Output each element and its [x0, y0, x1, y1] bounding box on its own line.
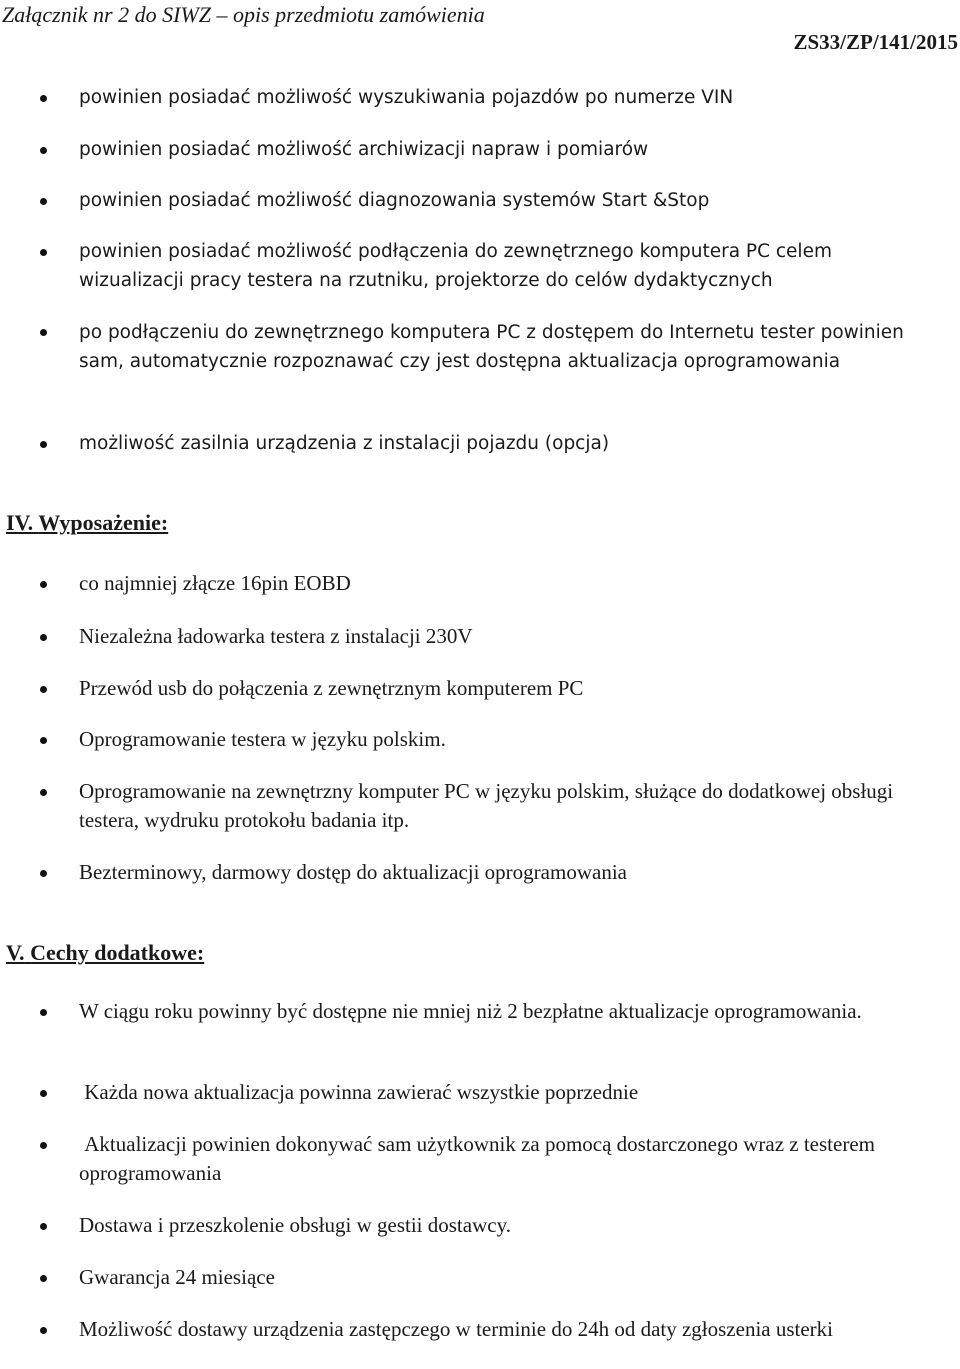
list-item: Gwarancja 24 miesiące: [79, 1265, 275, 1289]
list-item: Każda nowa aktualizacja powinna zawierać wszystkie poprzednie: [79, 1080, 639, 1104]
list-item: Możliwość dostawy urządzenia zastępczego w terminie do 24h od daty zgłoszenia usterki: [79, 1317, 834, 1341]
section-number: V.: [6, 940, 25, 965]
bullet: [40, 870, 47, 877]
list-item: co najmniej złącze 16pin EOBD: [79, 571, 351, 595]
bullet: [40, 1275, 47, 1282]
bullet: [40, 789, 47, 796]
bullet: [40, 1009, 47, 1016]
section-title: Wyposażenie:: [38, 510, 169, 535]
bullet: [40, 1090, 47, 1097]
list-item: Oprogramowanie testera w języku polskim.: [79, 727, 446, 751]
section-heading: [6, 940, 204, 966]
section-title: Cechy dodatkowe:: [30, 940, 205, 965]
list-item: W ciągu roku powinny być dostępne nie mniej niż 2 bezpłatne aktualizacje oprogramowania.: [79, 999, 862, 1023]
list-item: powinien posiadać możliwość archiwizacji napraw i pomiarów: [79, 139, 649, 160]
bullet: [40, 329, 47, 336]
list-item: powinien posiadać możliwość podłączenia do zewnętrznego komputera PC celem wizualizacji pracy testera na rzutniku, projektorze do celów dydaktycznych: [79, 241, 832, 291]
list-item: Przewód usb do połączenia z zewnętrznym komputerem PC: [79, 676, 584, 700]
list-item: powinien posiadać możliwość wyszukiwania pojazdów po numerze VIN: [79, 87, 734, 108]
section-heading: [6, 510, 168, 536]
bullet: [40, 1327, 47, 1334]
document-header-title: Załącznik nr 2 do SIWZ – opis przedmiotu zamówienia: [2, 2, 485, 27]
bullet: [40, 95, 47, 102]
list-item: po podłączeniu do zewnętrznego komputera PC z dostępem do Internetu tester powinien sam, automatycznie rozpoznawać czy jest dostępna aktualizacja oprogramowania: [79, 322, 904, 372]
bullet: [40, 1223, 47, 1230]
list-item: powinien posiadać możliwość diagnozowania systemów Start &Stop: [79, 190, 710, 211]
bullet: [40, 1142, 47, 1149]
list-item: Bezterminowy, darmowy dostęp do aktualizacji oprogramowania: [79, 860, 627, 884]
bullet: [40, 198, 47, 205]
bullet: [40, 737, 47, 744]
bullet: [40, 634, 47, 641]
list-item: Oprogramowanie na zewnętrzny komputer PC w języku polskim, służące do dodatkowej obsługi testera, wydruku protokołu badania itp.: [79, 779, 894, 832]
list-item: Niezależna ładowarka testera z instalacji 230V: [79, 624, 473, 648]
document-reference-number: ZS33/ZP/141/2015: [793, 30, 958, 54]
list-item: możliwość zasilnia urządzenia z instalacji pojazdu (opcja): [79, 433, 610, 454]
bullet: [40, 441, 47, 448]
bullet: [40, 147, 47, 154]
bullet: [40, 249, 47, 256]
section-number: IV.: [6, 510, 34, 535]
bullet: [40, 686, 47, 693]
list-item: Dostawa i przeszkolenie obsługi w gestii dostawcy.: [79, 1213, 511, 1237]
list-item: Aktualizacji powinien dokonywać sam użytkownik za pomocą dostarczonego wraz z testerem oprogramowania: [79, 1132, 881, 1185]
bullet: [40, 581, 47, 588]
